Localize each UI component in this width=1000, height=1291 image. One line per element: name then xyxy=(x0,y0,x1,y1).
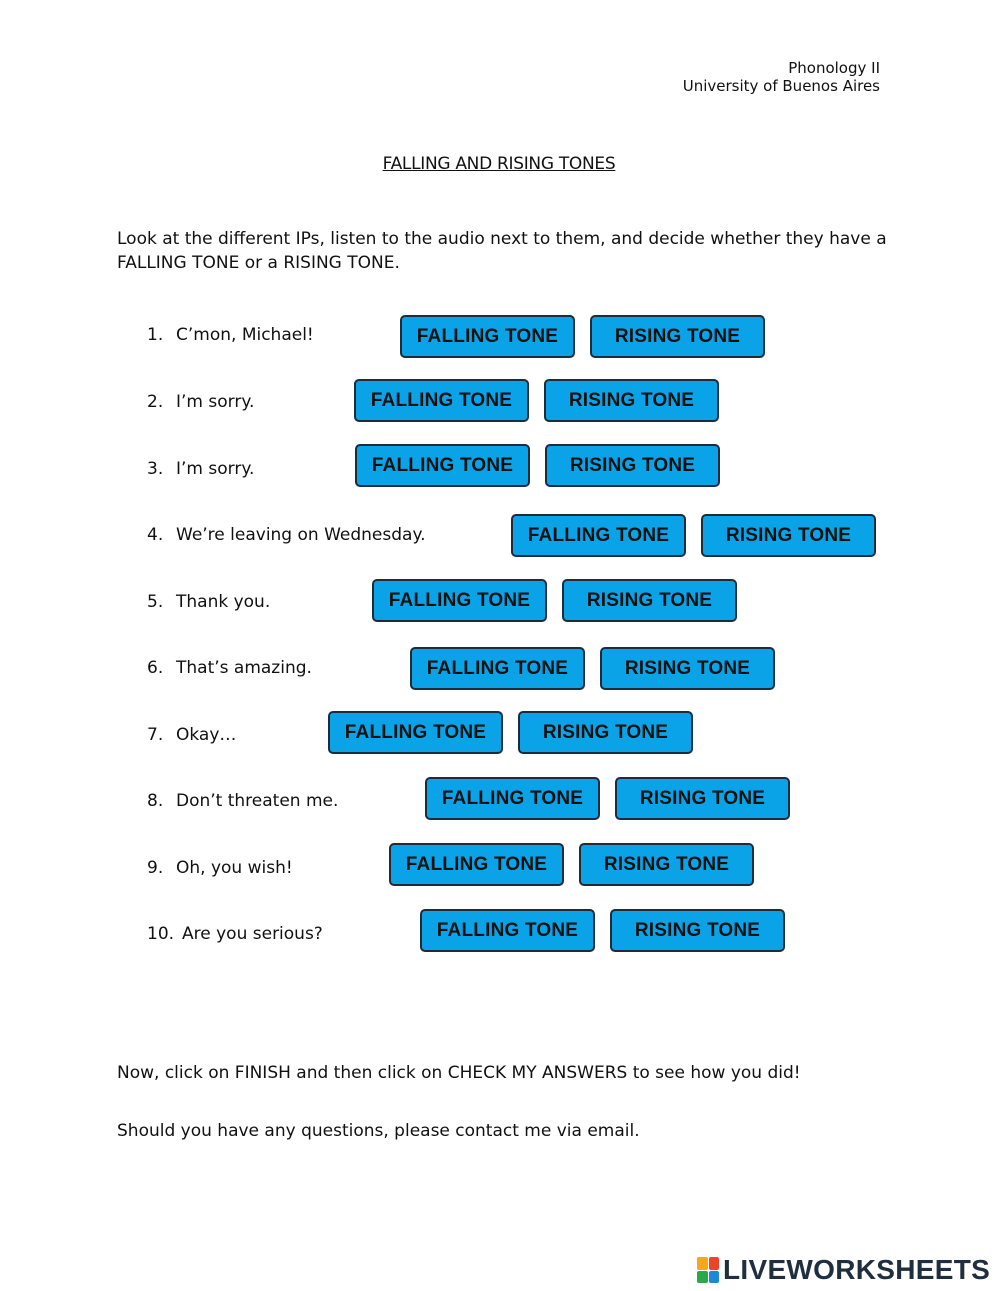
institution-name: University of Buenos Aires xyxy=(682,77,880,95)
question-text: Okay… xyxy=(176,725,237,745)
rising-tone-button-7[interactable]: RISING TONE xyxy=(518,711,693,754)
question-number: 10. xyxy=(147,924,175,944)
rising-tone-button-6[interactable]: RISING TONE xyxy=(600,647,775,690)
contact-note: Should you have any questions, please contact me via email. xyxy=(117,1121,640,1141)
falling-tone-button-2[interactable]: FALLING TONE xyxy=(354,379,529,422)
falling-tone-button-4[interactable]: FALLING TONE xyxy=(511,514,686,557)
question-number: 9. xyxy=(147,858,164,878)
question-10 xyxy=(147,924,323,944)
rising-tone-button-4[interactable]: RISING TONE xyxy=(701,514,876,557)
question-6 xyxy=(147,658,312,678)
rising-tone-button-10[interactable]: RISING TONE xyxy=(610,909,785,952)
question-text: We’re leaving on Wednesday. xyxy=(176,525,426,545)
question-text: I’m sorry. xyxy=(176,459,255,479)
liveworksheets-logo xyxy=(697,1254,990,1286)
question-number: 6. xyxy=(147,658,164,678)
rising-tone-button-2[interactable]: RISING TONE xyxy=(544,379,719,422)
question-text: Oh, you wish! xyxy=(176,858,293,878)
course-name: Phonology II xyxy=(788,59,880,77)
falling-tone-button-6[interactable]: FALLING TONE xyxy=(410,647,585,690)
falling-tone-button-9[interactable]: FALLING TONE xyxy=(389,843,564,886)
question-number: 5. xyxy=(147,592,164,612)
question-text: I’m sorry. xyxy=(176,392,255,412)
question-number: 3. xyxy=(147,459,164,479)
question-text: Thank you. xyxy=(176,592,271,612)
logo-text: LIVEWORKSHEETS xyxy=(723,1254,991,1285)
falling-tone-button-3[interactable]: FALLING TONE xyxy=(355,444,530,487)
rising-tone-button-3[interactable]: RISING TONE xyxy=(545,444,720,487)
question-3 xyxy=(147,459,254,479)
question-number: 4. xyxy=(147,525,164,545)
question-1 xyxy=(147,325,314,345)
question-2 xyxy=(147,392,254,412)
question-number: 1. xyxy=(147,325,164,345)
question-4 xyxy=(147,525,426,545)
question-7 xyxy=(147,725,236,745)
rising-tone-button-1[interactable]: RISING TONE xyxy=(590,315,765,358)
falling-tone-button-1[interactable]: FALLING TONE xyxy=(400,315,575,358)
rising-tone-button-9[interactable]: RISING TONE xyxy=(579,843,754,886)
question-number: 8. xyxy=(147,791,164,811)
rising-tone-button-8[interactable]: RISING TONE xyxy=(615,777,790,820)
question-text: Don’t threaten me. xyxy=(176,791,339,811)
question-text: Are you serious? xyxy=(182,924,323,944)
page-title: FALLING AND RISING TONES xyxy=(382,154,616,174)
question-5 xyxy=(147,592,270,612)
falling-tone-button-10[interactable]: FALLING TONE xyxy=(420,909,595,952)
question-number: 2. xyxy=(147,392,164,412)
instructions: Look at the different IPs, listen to the audio next to them, and decide whether they have a FALLING TONE or a RISING TONE. xyxy=(117,229,887,273)
falling-tone-button-7[interactable]: FALLING TONE xyxy=(328,711,503,754)
question-text: C’mon, Michael! xyxy=(176,325,314,345)
question-number: 7. xyxy=(147,725,164,745)
logo-mark-icon xyxy=(697,1257,719,1283)
falling-tone-button-5[interactable]: FALLING TONE xyxy=(372,579,547,622)
question-text: That’s amazing. xyxy=(176,658,312,678)
question-8 xyxy=(147,791,338,811)
rising-tone-button-5[interactable]: RISING TONE xyxy=(562,579,737,622)
finish-note: Now, click on FINISH and then click on CHECK MY ANSWERS to see how you did! xyxy=(117,1063,801,1083)
question-9 xyxy=(147,858,293,878)
falling-tone-button-8[interactable]: FALLING TONE xyxy=(425,777,600,820)
